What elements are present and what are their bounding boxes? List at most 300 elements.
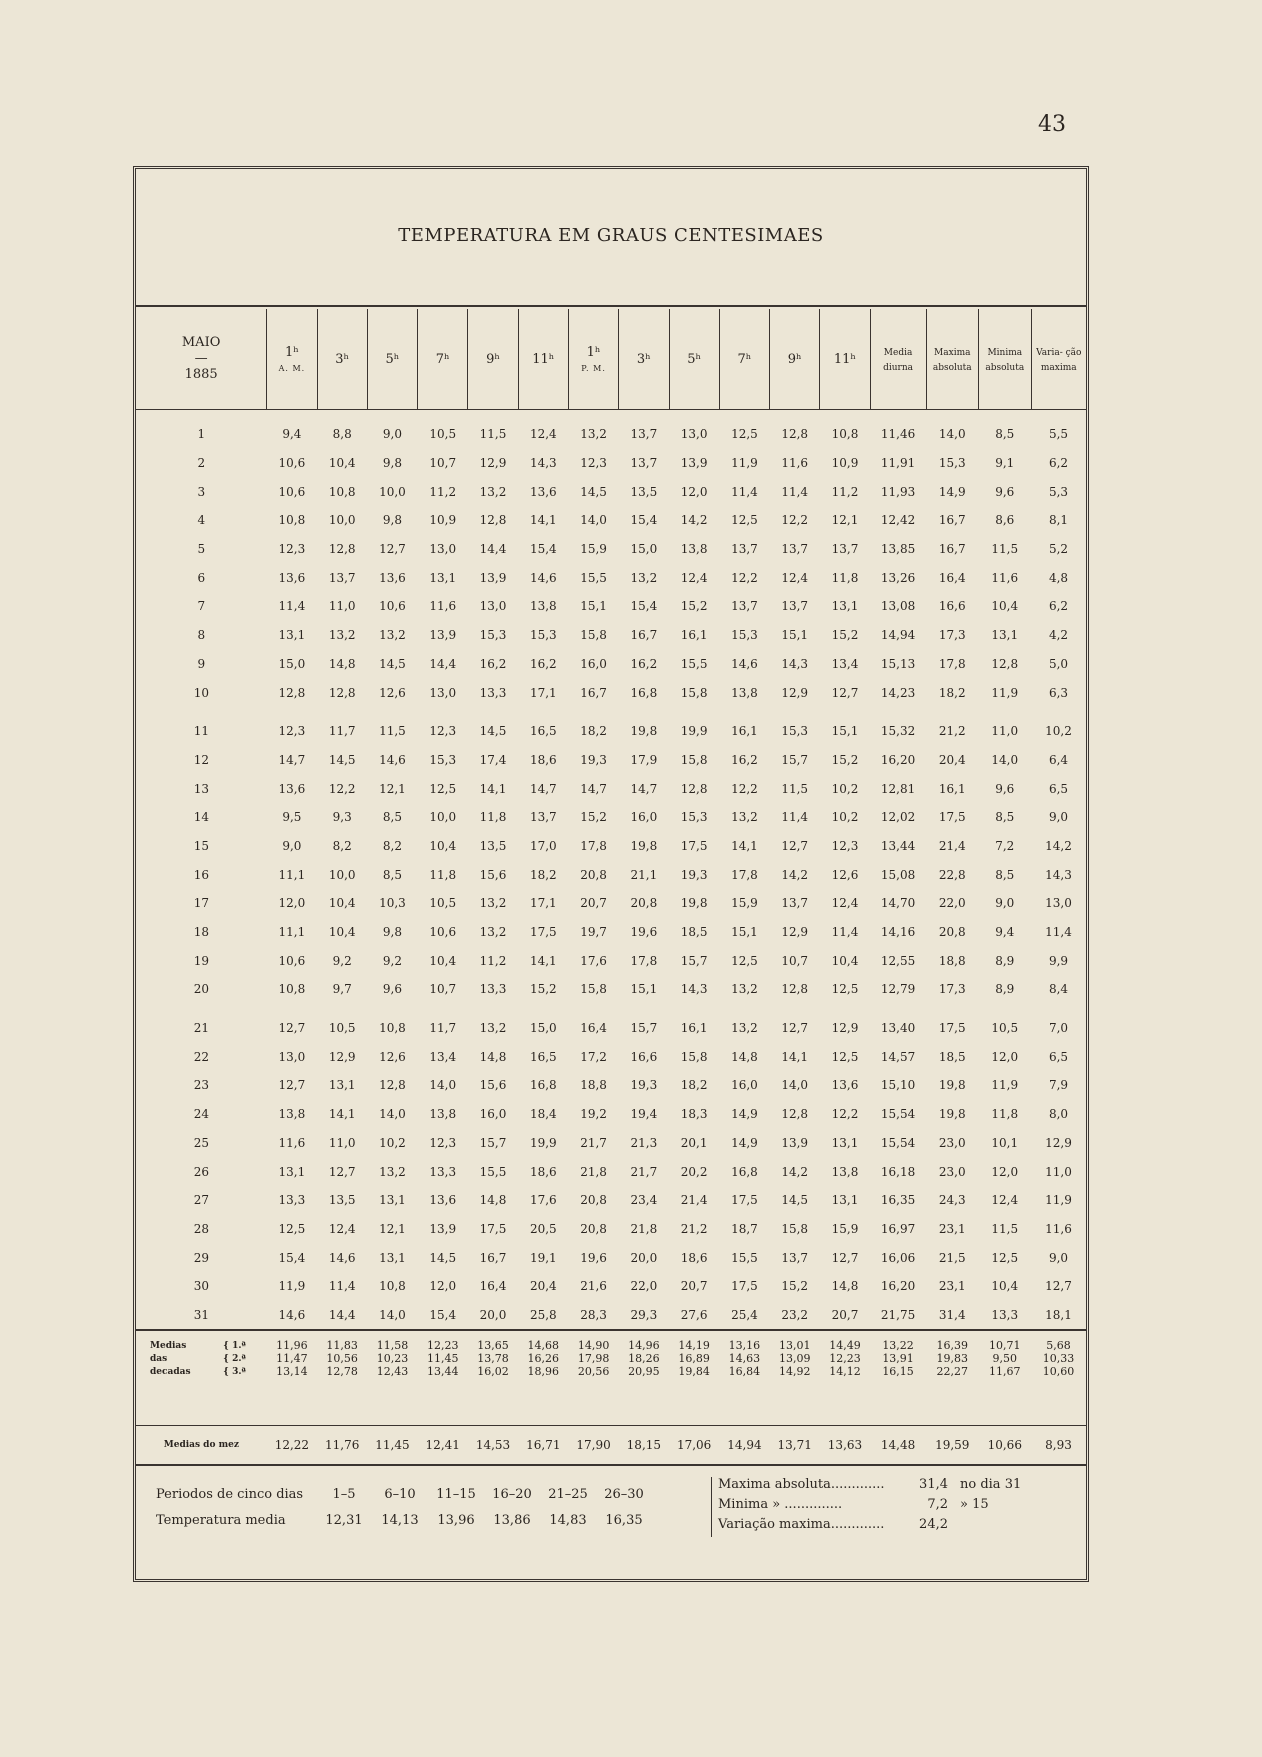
temp-value: 13,1: [328, 1078, 356, 1093]
month-value: 13,71: [777, 1438, 812, 1452]
temp-value: 20,8: [938, 925, 966, 940]
temp-value: 16,0: [731, 1078, 758, 1093]
temp-value: 15,4: [630, 599, 658, 614]
temp-value: 12,8: [781, 427, 809, 442]
hour-label: 1ʰ: [284, 345, 299, 360]
temp-value: 20,0: [630, 1250, 658, 1265]
decade-value: 11,45: [426, 1352, 459, 1365]
table-row: [136, 1014, 1086, 1043]
header-hour-11: [820, 309, 870, 410]
temp-value: 13,6: [278, 781, 306, 796]
table-row: [136, 1071, 1086, 1100]
mean-temp-label: Temperatura media: [156, 1512, 286, 1528]
temp-value: 9,0: [1048, 1250, 1069, 1265]
temp-value: 11,4: [781, 484, 809, 499]
temp-value: 11,8: [991, 1107, 1019, 1122]
temp-value: 14,1: [731, 838, 758, 853]
temp-value: 14,5: [429, 1250, 457, 1265]
day-number: 15: [193, 838, 210, 853]
temp-value: 19,9: [680, 724, 708, 739]
temp-value: 12,7: [831, 1250, 859, 1265]
temp-value: 5,3: [1048, 484, 1069, 499]
table-row: [136, 535, 1086, 564]
summary-gap: [136, 1330, 1086, 1339]
decade-gap: [136, 707, 1086, 717]
temp-value: 12,3: [429, 724, 457, 739]
temp-value: 16,2: [630, 656, 658, 671]
temp-value: 11,1: [278, 867, 306, 882]
temp-value: 8,4: [1048, 982, 1069, 997]
temp-value: 12,0: [429, 1279, 457, 1294]
temp-value: 16,6: [938, 599, 966, 614]
header-hour-10: [770, 309, 820, 410]
table-row: [136, 1186, 1086, 1215]
temp-value: 20,8: [580, 867, 607, 882]
temp-value: 11,5: [991, 542, 1019, 557]
temp-value: 9,6: [382, 982, 402, 997]
temp-value: 14,7: [278, 752, 306, 767]
temp-value: 14,94: [880, 628, 916, 643]
table-frame: [133, 166, 1089, 1582]
decade-value: 16,02: [477, 1365, 509, 1378]
temp-value: 10,7: [781, 953, 809, 968]
day-number: 31: [193, 1307, 210, 1322]
day-number: 29: [193, 1250, 210, 1265]
temp-value: 13,0: [1045, 896, 1072, 911]
temp-value: 13,3: [991, 1307, 1019, 1322]
temp-value: 12,7: [831, 685, 859, 700]
temp-value: 6,5: [1048, 781, 1069, 796]
table-row: [136, 946, 1086, 975]
temp-value: 11,8: [479, 810, 507, 825]
decade-value: 14,12: [829, 1365, 861, 1378]
temp-value: 11,6: [781, 456, 809, 471]
temp-value: 12,4: [529, 427, 557, 442]
temp-value: 18,8: [938, 953, 966, 968]
month-value: 18,15: [626, 1438, 662, 1452]
temp-value: 31,4: [938, 1307, 966, 1322]
header-media-diurna: [870, 309, 926, 410]
temp-value: 11,8: [429, 867, 457, 882]
temp-value: 17,8: [630, 953, 658, 968]
temp-value: 19,1: [529, 1250, 557, 1265]
temp-value: 10,8: [379, 1021, 406, 1036]
temp-value: 10,4: [328, 925, 356, 940]
temp-value: 17,5: [938, 1021, 966, 1036]
spacer-cell: [136, 410, 1086, 421]
temp-value: 17,8: [938, 656, 966, 671]
temp-value: 19,9: [529, 1135, 557, 1150]
temp-value: 12,02: [880, 810, 916, 825]
temp-value: 17,9: [630, 752, 658, 767]
temp-value: 13,7: [781, 599, 809, 614]
period-mean: 12,31: [325, 1512, 363, 1528]
temp-value: 12,1: [831, 513, 859, 528]
temp-value: 12,1: [379, 781, 406, 796]
temp-value: 9,8: [382, 513, 402, 528]
temp-value: 18,2: [529, 867, 557, 882]
temp-value: 19,3: [580, 752, 607, 767]
day-number: 1: [197, 427, 206, 442]
temp-value: 16,2: [479, 656, 507, 671]
temp-value: 29,3: [630, 1307, 658, 1322]
temp-value: 10,7: [429, 456, 457, 471]
temp-value: 13,1: [831, 599, 859, 614]
temp-value: 14,9: [938, 484, 966, 499]
temp-value: 15,8: [580, 628, 607, 643]
table-row: [136, 803, 1086, 832]
decade-value: 16,89: [678, 1352, 710, 1365]
table-row: [136, 678, 1086, 707]
header-hour-0: [267, 309, 317, 410]
temp-value: 12,2: [781, 513, 809, 528]
header-hour-2: [367, 309, 417, 410]
spacer-row: [136, 410, 1086, 421]
decade-value: 13,22: [882, 1339, 914, 1352]
temp-value: 9,1: [995, 456, 1015, 471]
temp-value: 9,2: [332, 953, 352, 968]
temp-value: 13,7: [328, 570, 356, 585]
temp-value: 12,0: [991, 1164, 1019, 1179]
temp-value: 14,16: [880, 925, 916, 940]
temp-value: 11,6: [429, 599, 457, 614]
header-media-diurna-label: Media diurna: [883, 348, 914, 373]
header-hour-3: [418, 309, 468, 410]
temp-value: 20,2: [680, 1164, 708, 1179]
day-number: 16: [193, 867, 210, 882]
temp-value: 10,5: [328, 1021, 356, 1036]
extreme-label: Minima » ..............: [718, 1497, 843, 1512]
temp-value: 11,0: [1045, 1164, 1072, 1179]
temp-value: 17,5: [529, 925, 557, 940]
temp-value: 12,8: [278, 685, 306, 700]
temp-value: 25,8: [529, 1307, 557, 1322]
temp-value: 11,4: [328, 1279, 356, 1294]
temp-value: 12,9: [831, 1021, 859, 1036]
decade-value: 14,19: [678, 1339, 710, 1352]
temp-value: 18,4: [529, 1107, 557, 1122]
temp-value: 14,3: [1045, 867, 1072, 882]
hour-label: 11ʰ: [532, 351, 555, 367]
temp-value: 10,8: [328, 484, 356, 499]
temp-value: 12,7: [781, 1021, 809, 1036]
temp-value: 19,3: [630, 1078, 658, 1093]
temp-value: 11,1: [278, 925, 306, 940]
temp-value: 7,9: [1048, 1078, 1069, 1093]
temp-value: 17,1: [529, 896, 557, 911]
temp-value: 13,9: [429, 628, 457, 643]
temp-value: 13,9: [429, 1221, 457, 1236]
table-row: [136, 975, 1086, 1004]
temp-value: 14,8: [831, 1279, 859, 1294]
temp-value: 13,2: [328, 628, 356, 643]
temp-value: 6,3: [1048, 685, 1069, 700]
temp-value: 15,6: [479, 867, 507, 882]
temp-value: 17,0: [529, 838, 557, 853]
temp-value: 10,5: [429, 427, 457, 442]
temp-value: 10,4: [831, 953, 859, 968]
temp-value: 12,5: [731, 953, 758, 968]
temp-value: 12,4: [831, 896, 859, 911]
footer: [156, 1477, 1076, 1571]
temp-value: 15,5: [680, 656, 708, 671]
month-averages: [136, 1425, 1086, 1466]
temp-value: 12,4: [781, 570, 809, 585]
temp-value: 20,7: [831, 1307, 859, 1322]
temp-value: 14,0: [580, 513, 607, 528]
extreme-label: Variação maxima.............: [718, 1517, 885, 1532]
temp-value: 13,2: [379, 1164, 406, 1179]
temp-value: 9,8: [382, 925, 402, 940]
temp-value: 13,1: [831, 1135, 859, 1150]
temp-value: 14,1: [529, 513, 557, 528]
table-row: [136, 1215, 1086, 1244]
temp-value: 11,46: [880, 427, 916, 442]
day-number: 22: [193, 1049, 210, 1064]
table-row: [136, 1100, 1086, 1129]
temp-value: 9,9: [1048, 953, 1069, 968]
header-month: [136, 309, 267, 410]
temp-value: 12,2: [831, 1107, 859, 1122]
temp-value: 15,3: [680, 810, 708, 825]
temp-value: 12,6: [831, 867, 859, 882]
period-label: A. M.: [278, 364, 306, 373]
temp-value: 21,2: [680, 1221, 708, 1236]
table-row: [136, 832, 1086, 861]
gap-cell: [136, 1330, 1086, 1339]
month-value: 12,41: [425, 1438, 460, 1452]
decade-value: 10,56: [326, 1352, 358, 1365]
temp-value: 16,18: [880, 1164, 916, 1179]
temp-value: 12,6: [379, 1049, 406, 1064]
period-mean: 16,35: [605, 1512, 643, 1528]
temp-value: 10,1: [991, 1135, 1019, 1150]
decade-value: 13,09: [778, 1352, 811, 1365]
temp-value: 10,2: [1045, 724, 1072, 739]
temp-value: 11,8: [831, 570, 859, 585]
temp-value: 12,1: [379, 1221, 406, 1236]
temp-value: 19,3: [680, 867, 708, 882]
temp-value: 19,7: [580, 925, 607, 940]
decade-averages: [136, 1329, 1086, 1378]
temp-value: 16,2: [529, 656, 557, 671]
temp-value: 11,91: [880, 456, 916, 471]
temp-value: 13,9: [781, 1135, 809, 1150]
month-value: 10,66: [987, 1438, 1022, 1452]
temp-value: 15,2: [529, 982, 557, 997]
decade-value: 14,49: [829, 1339, 861, 1352]
temp-value: 13,26: [880, 570, 916, 585]
decade-label: decadas { 3.ª: [150, 1366, 246, 1377]
temp-value: 14,8: [479, 1049, 507, 1064]
hour-label: 7ʰ: [737, 351, 752, 367]
temp-value: 14,7: [529, 781, 557, 796]
temp-value: 8,5: [995, 867, 1015, 882]
periods-label: Periodos de cinco dias: [156, 1486, 304, 1502]
table-row: [136, 592, 1086, 621]
temp-value: 15,7: [680, 953, 708, 968]
temp-value: 15,1: [731, 925, 758, 940]
temp-value: 18,8: [580, 1078, 607, 1093]
day-number: 13: [193, 781, 210, 796]
temp-value: 14,7: [580, 781, 607, 796]
page-number: 43: [1038, 112, 1066, 137]
month-value: 11,45: [375, 1438, 410, 1452]
decade-value: 12,23: [829, 1352, 861, 1365]
header-hour-5: [518, 309, 568, 410]
temp-value: 12,5: [731, 513, 758, 528]
temp-value: 17,3: [938, 982, 966, 997]
temp-value: 13,0: [680, 427, 708, 442]
decade-ordinal: 2.ª: [232, 1353, 246, 1364]
temp-value: 17,5: [938, 810, 966, 825]
temp-value: 9,0: [282, 838, 302, 853]
temp-value: 20,0: [479, 1307, 507, 1322]
temp-value: 12,3: [278, 542, 306, 557]
decade-value: 14,96: [628, 1339, 660, 1352]
day-number: 20: [193, 982, 210, 997]
day-number: 21: [193, 1021, 210, 1036]
temp-value: 13,0: [429, 542, 457, 557]
temp-value: 17,8: [731, 867, 758, 882]
temp-value: 28,3: [580, 1307, 607, 1322]
temp-value: 20,1: [680, 1135, 708, 1150]
month-value: 17,90: [576, 1438, 611, 1452]
header-minima-absoluta: [979, 309, 1032, 410]
temp-value: 15,1: [630, 982, 658, 997]
temp-value: 13,7: [630, 456, 658, 471]
temp-value: 10,5: [991, 1021, 1019, 1036]
temp-value: 19,8: [680, 896, 708, 911]
temp-value: 12,4: [328, 1221, 356, 1236]
hour-label: 9ʰ: [486, 351, 500, 367]
temp-value: 12,5: [278, 1221, 306, 1236]
temp-value: 13,0: [278, 1049, 306, 1064]
temp-value: 14,5: [580, 484, 607, 499]
temp-value: 15,13: [880, 656, 916, 671]
extreme-value: 7,2: [927, 1497, 948, 1512]
temp-value: 11,0: [991, 724, 1019, 739]
table-row: [136, 1129, 1086, 1158]
temp-value: 18,1: [1045, 1307, 1072, 1322]
temp-value: 13,6: [529, 484, 557, 499]
temp-value: 12,8: [781, 982, 809, 997]
temp-value: 11,5: [781, 781, 809, 796]
header-hour-8: [669, 309, 719, 410]
temp-value: 20,5: [529, 1221, 557, 1236]
decade-row: [136, 1352, 1086, 1365]
day-number: 25: [193, 1135, 210, 1150]
temp-value: 18,6: [529, 1164, 557, 1179]
temp-value: 14,4: [328, 1307, 356, 1322]
day-number: 23: [193, 1078, 210, 1093]
temp-value: 21,4: [938, 838, 966, 853]
temp-value: 16,7: [938, 542, 966, 557]
decade-value: 13,16: [728, 1339, 761, 1352]
hour-label: 5ʰ: [385, 351, 400, 367]
temp-value: 18,2: [938, 685, 966, 700]
temp-value: 13,1: [991, 628, 1019, 643]
temp-value: 13,7: [529, 810, 557, 825]
temp-value: 15,54: [880, 1107, 916, 1122]
temp-value: 15,5: [580, 570, 607, 585]
temp-value: 13,3: [479, 685, 507, 700]
day-number: 24: [193, 1107, 210, 1122]
extreme-extra: no dia 31: [960, 1477, 1022, 1492]
hour-label: 9ʰ: [787, 351, 802, 367]
temp-value: 8,8: [332, 427, 352, 442]
decade-label: das { 2.ª: [150, 1353, 246, 1364]
temp-value: 23,0: [938, 1164, 966, 1179]
decade-word: decadas: [150, 1366, 191, 1377]
temp-value: 18,3: [680, 1107, 708, 1122]
temp-value: 14,57: [880, 1049, 916, 1064]
temp-value: 11,93: [880, 484, 916, 499]
temp-value: 9,0: [1048, 810, 1069, 825]
temp-value: 13,7: [781, 1250, 809, 1265]
period-range: 1–5: [332, 1486, 356, 1502]
temp-value: 13,3: [479, 982, 507, 997]
temp-value: 12,79: [880, 982, 916, 997]
temp-value: 15,3: [781, 724, 809, 739]
day-number: 8: [197, 628, 206, 643]
extreme-row: [718, 1497, 1050, 1517]
temp-value: 13,7: [731, 542, 758, 557]
temp-value: 12,3: [429, 1135, 457, 1150]
temp-value: 17,3: [938, 628, 966, 643]
temp-value: 13,1: [278, 628, 306, 643]
table-row: [136, 1157, 1086, 1186]
header-variacao-maxima-label: Varia- ção maxima: [1036, 348, 1082, 373]
temp-value: 18,2: [680, 1078, 708, 1093]
decade-value: 11,47: [276, 1352, 308, 1365]
temp-value: 14,6: [278, 1307, 306, 1322]
temp-value: 10,5: [429, 896, 457, 911]
temp-value: 11,4: [731, 484, 758, 499]
temp-value: 21,3: [630, 1135, 658, 1150]
decade-value: 12,43: [376, 1365, 409, 1378]
temp-value: 15,0: [630, 542, 658, 557]
temp-value: 20,4: [938, 752, 966, 767]
temp-value: 9,8: [382, 456, 402, 471]
temp-value: 16,06: [880, 1250, 916, 1265]
temp-value: 21,1: [630, 867, 658, 882]
temp-value: 13,7: [781, 896, 809, 911]
monthly-extremes: [711, 1477, 1050, 1537]
extreme-extra: » 15: [960, 1497, 989, 1512]
temp-value: 11,6: [1045, 1221, 1072, 1236]
temp-value: 10,0: [379, 484, 406, 499]
temp-value: 15,4: [630, 513, 658, 528]
temp-value: 11,6: [991, 570, 1019, 585]
temp-value: 10,6: [278, 484, 306, 499]
decade-value: 11,83: [326, 1339, 358, 1352]
day-number: 30: [193, 1279, 210, 1294]
temp-value: 19,2: [580, 1107, 607, 1122]
temp-value: 12,9: [1045, 1135, 1072, 1150]
decade-row: [136, 1339, 1086, 1352]
temp-value: 20,7: [580, 896, 607, 911]
temp-value: 5,5: [1048, 427, 1069, 442]
temp-value: 17,5: [479, 1221, 507, 1236]
temp-value: 12,6: [379, 685, 406, 700]
temp-value: 16,8: [630, 685, 658, 700]
temp-value: 22,0: [630, 1279, 658, 1294]
day-number: 19: [193, 953, 210, 968]
hour-label: 11ʰ: [833, 351, 857, 367]
temp-value: 13,2: [731, 982, 758, 997]
month-value: 11,76: [324, 1438, 360, 1452]
